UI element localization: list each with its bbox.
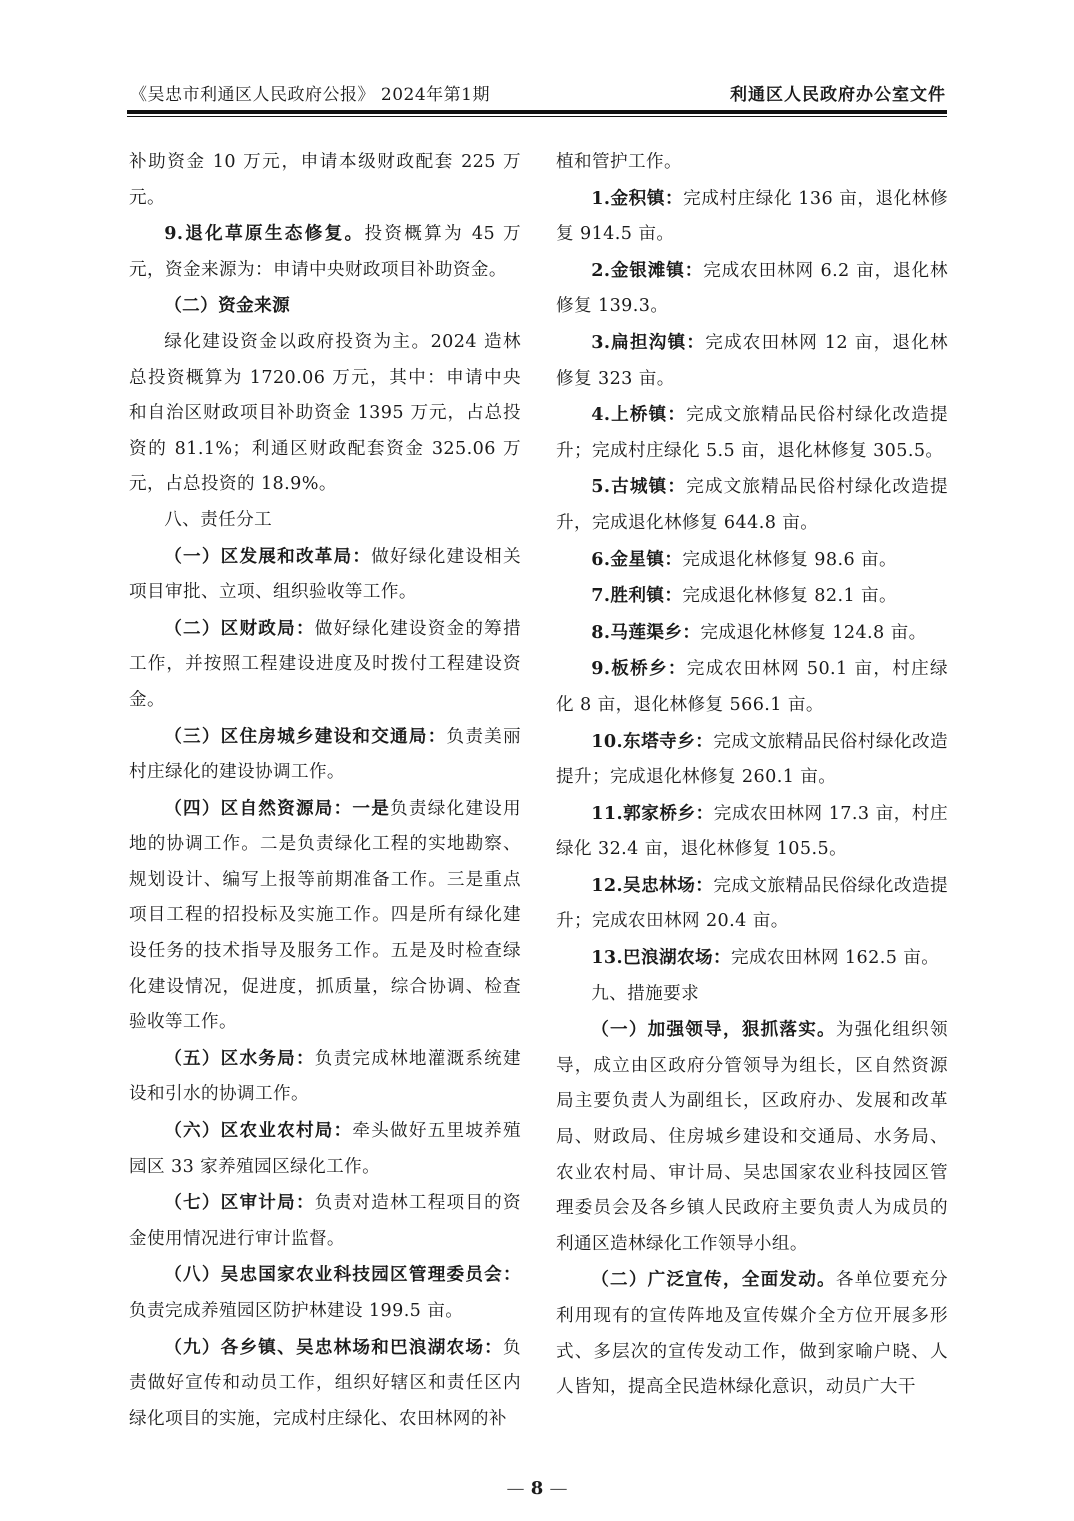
paragraph — [556, 796, 948, 868]
paragraph-heading: 3.扁担沟镇： — [591, 331, 706, 353]
paragraph — [556, 1012, 948, 1262]
paragraph-text: 牵头做好五里坡养殖园区 33 家养殖园区绿化工作。 — [129, 1121, 521, 1177]
paragraph — [556, 578, 948, 615]
paragraph-text: 八、责任分工 — [164, 509, 273, 530]
paragraph-heading: 4.上桥镇： — [591, 404, 687, 426]
paragraph-text: 完成村庄绿化 136 亩，退化林修复 914.5 亩。 — [556, 188, 948, 245]
paragraph-text: 补助资金 10 万元，申请本级财政配套 225 万元。 — [129, 152, 521, 208]
page-number — [0, 1477, 1074, 1521]
page-number-value: 8 — [530, 1478, 544, 1500]
paragraph — [556, 977, 948, 1013]
paragraph — [129, 1257, 521, 1329]
right-column — [556, 145, 948, 1406]
paragraph — [129, 503, 521, 539]
paragraph-text: 负责美丽村庄绿化的建设协调工作。 — [129, 726, 521, 783]
paragraph — [129, 719, 521, 791]
paragraph-heading: （二）资金来源 — [164, 295, 291, 317]
paragraph-text: 投资概算为 45 万元，资金来源为：申请中央财政项目补助资金。 — [129, 224, 521, 280]
paragraph-heading: （一）区发展和改革局： — [164, 545, 372, 567]
paragraph — [556, 325, 948, 397]
two-column-layout — [129, 145, 948, 1437]
publication-title: 《吴忠市利通区人民政府公报》 2024年第1期 — [130, 85, 490, 105]
paragraph-text: 做好绿化建设相关项目审批、立项、组织验收等工作。 — [129, 546, 522, 603]
paragraph — [129, 216, 521, 288]
paragraph-heading: 6.金星镇： — [591, 548, 683, 570]
paragraph-text: 负责对造林工程项目的资金使用情况进行审计监督。 — [129, 1193, 522, 1249]
paragraph-text: 完成退化林修复 98.6 亩。 — [682, 549, 898, 570]
paragraph-text: 完成农田林网 12 亩，退化林修复 323 亩。 — [556, 332, 949, 389]
paragraph-text: 完成文旅精品民俗绿化改造提升；完成农田林网 20.4 亩。 — [556, 875, 949, 932]
paragraph-heading: （八）吴忠国家农业科技园区管理委员会： — [164, 1264, 521, 1286]
paragraph — [556, 253, 948, 325]
paragraph-heading: （二）广泛宣传，全面发动。 — [591, 1269, 836, 1291]
paragraph — [129, 611, 521, 719]
paragraph — [556, 469, 948, 541]
paragraph-heading: （四）区自然资源局：一是 — [164, 797, 391, 819]
paragraph-text: 为强化组织领导，成立由区政府分管领导为组长，区自然资源局主要负责人为副组长，区政府办、发展和改革局、财政局、住房城乡建设和交通局、水务局、农业农村局、审计局、吴忠国家农业科技园区管理委员会及各乡镇人民政府主要负责人为成员的利通区造林绿化工作领导小组。 — [556, 1020, 948, 1254]
paragraph-heading: （七）区审计局： — [164, 1192, 315, 1214]
paragraph — [556, 651, 948, 723]
paragraph — [129, 1185, 521, 1257]
paragraph — [129, 325, 521, 503]
paragraph-text: 做好绿化建设资金的筹措工作，并按照工程建设进度及时拨付工程建设资金。 — [129, 618, 522, 710]
paragraph-text: 负责绿化建设用地的协调工作。二是负责绿化工程的实地勘察、规划设计、编写上报等前期准备工作。三是重点项目工程的招投标及实施工作。四是所有绿化建设任务的技术指导及服务工作。五是及时检查绿化建设情况，促进度，抓质量，综合协调、检查验收等工作。 — [129, 798, 521, 1033]
paragraph-heading: 9.退化草原生态修复。 — [164, 223, 365, 245]
paragraph-heading: （三）区住房城乡建设和交通局： — [164, 725, 447, 747]
paragraph-text: 完成农田林网 6.2 亩，退化林修复 139.3。 — [556, 260, 948, 317]
paragraph — [556, 145, 948, 181]
paragraph-heading: 7.胜利镇： — [591, 585, 683, 607]
paragraph-text: 植和管护工作。 — [556, 152, 682, 172]
paragraph — [556, 868, 948, 940]
paragraph — [556, 724, 948, 796]
paragraph-text: 完成退化林修复 82.1 亩。 — [682, 586, 898, 607]
paragraph-text: 完成农田林网 50.1 亩，村庄绿化 8 亩，退化林修复 566.1 亩。 — [556, 659, 948, 715]
paragraph-heading: （一）加强领导，狠抓落实。 — [591, 1019, 836, 1041]
paragraph-text: 完成农田林网 17.3 亩，村庄绿化 32.4 亩，退化林修复 105.5。 — [556, 803, 949, 860]
paragraph-heading: （六）区农业农村局： — [164, 1120, 353, 1142]
paragraph-text: 完成农田林网 162.5 亩。 — [730, 948, 940, 969]
page-dash-right: — — [549, 1478, 568, 1500]
paragraph-text: 完成退化林修复 124.8 亩。 — [700, 622, 927, 643]
paragraph — [129, 1041, 521, 1113]
page-dash-left: — — [506, 1478, 525, 1500]
left-column — [129, 145, 521, 1437]
paragraph — [129, 288, 521, 325]
paragraph-text: 负责完成林地灌溉系统建设和引水的协调工作。 — [129, 1048, 522, 1105]
section-title: 利通区人民政府办公室文件 — [730, 85, 946, 105]
paragraph-heading: （九）各乡镇、吴忠林场和巴浪湖农场： — [164, 1336, 503, 1358]
paragraph-heading: 12.吴忠林场： — [591, 874, 714, 896]
paragraph-text: 各单位要充分利用现有的宣传阵地及宣传媒介全方位开展多形式、多层次的宣传发动工作，做到家喻户晓、人人皆知，提高全民造林绿化意识，动员广大干 — [556, 1270, 948, 1398]
paragraph-heading: （二）区财政局： — [164, 617, 315, 639]
paragraph — [129, 539, 521, 611]
paragraph-heading: 1.金积镇： — [591, 187, 684, 209]
paragraph — [129, 791, 521, 1041]
paragraph-heading: （五）区水务局： — [164, 1047, 315, 1069]
paragraph — [556, 615, 948, 652]
paragraph — [556, 542, 948, 579]
paragraph-text: 负责做好宣传和动员工作，组织好辖区和责任区内绿化项目的实施，完成村庄绿化、农田林网的补 — [129, 1337, 521, 1429]
paragraph-heading: 13.巴浪湖农场： — [591, 947, 731, 969]
paragraph — [129, 1113, 521, 1185]
paragraph-heading: 8.马莲渠乡： — [591, 621, 701, 643]
paragraph-text: 负责完成养殖园区防护林建设 199.5 亩。 — [129, 1301, 464, 1321]
paragraph-heading: 10.东塔寺乡： — [591, 730, 714, 752]
paragraph-heading: 11.郭家桥乡： — [591, 802, 714, 824]
paragraph-text: 绿化建设资金以政府投资为主。2024 造林总投资概算为 1720.06 万元，其中：申请中央和自治区财政项目补助资金 1395 万元，占总投资的 81.1%；利通区财政配套资金 325.06 万元，占总投资的 18.9%。 — [129, 331, 521, 495]
paragraph-heading: 5.古城镇： — [591, 476, 687, 498]
paragraph-text: 完成文旅精品民俗村绿化改造提升；完成村庄绿化 5.5 亩，退化林修复 305.5。 — [556, 405, 948, 461]
paragraph-heading: 2.金银滩镇： — [591, 259, 704, 281]
paragraph-text: 九、措施要求 — [591, 983, 700, 1004]
paragraph — [556, 1262, 948, 1405]
paragraph — [556, 181, 948, 253]
paragraph — [556, 397, 948, 469]
paragraph-heading: 9.板桥乡： — [591, 658, 687, 680]
paragraph — [129, 145, 521, 216]
paragraph — [556, 940, 948, 977]
paragraph-text: 完成文旅精品民俗村绿化改造提升，完成退化林修复 644.8 亩。 — [556, 477, 948, 533]
paragraph-text: 完成文旅精品民俗村绿化改造提升；完成退化林修复 260.1 亩。 — [556, 731, 949, 788]
paragraph — [129, 1330, 521, 1438]
